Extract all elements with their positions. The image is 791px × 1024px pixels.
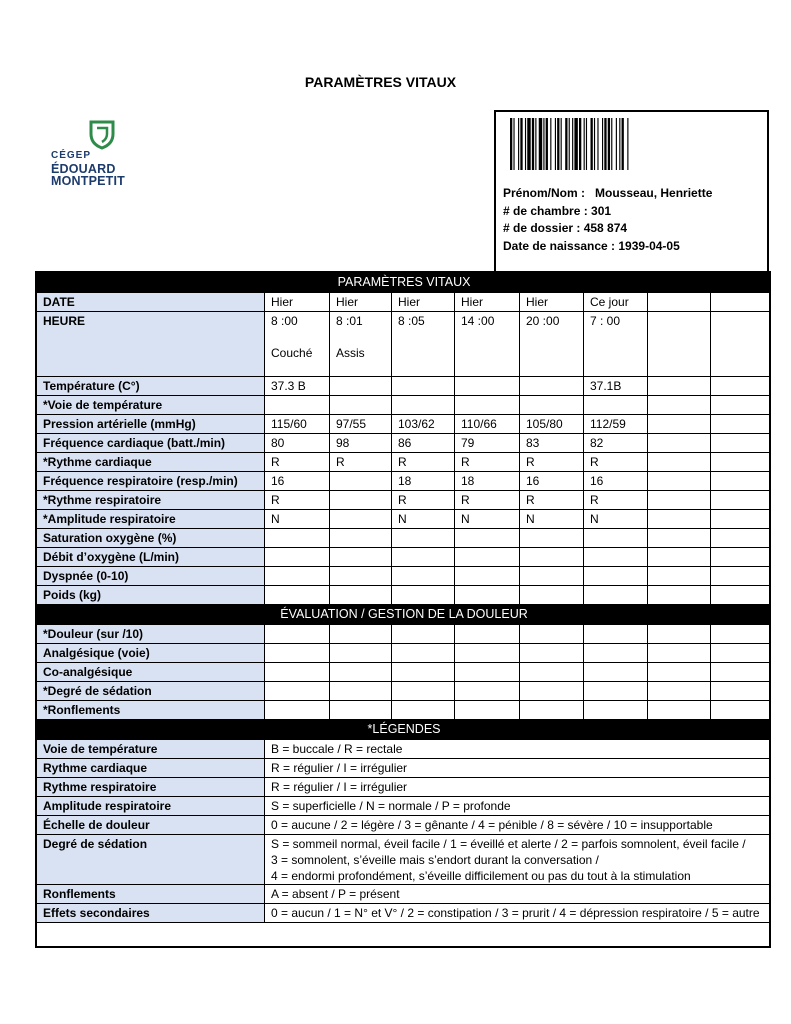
table-row [37,312,771,377]
pain-row-label: Co-analgésique [37,663,265,682]
table-cell: R [520,453,584,472]
table-cell: 16 [584,472,648,491]
table-cell: 16 [520,472,584,491]
table-cell [330,701,392,720]
table-cell: Hier [455,293,520,312]
table-cell [455,529,520,548]
logo-line-2: ÉDOUARD [51,162,116,176]
table-cell [455,663,520,682]
vitals-row-label: *Rythme respiratoire [37,491,265,510]
table-cell: Hier [520,293,584,312]
table-row [37,835,771,885]
table-cell [455,548,520,567]
table-row [37,434,771,453]
legend-label: Rythme cardiaque [37,759,265,778]
patient-name-label: Prénom/Nom : [503,186,586,200]
table-cell [711,453,771,472]
table-cell: R [392,453,455,472]
table-cell: 18 [455,472,520,491]
legend-text: 0 = aucune / 2 = légère / 3 = gênante / 4 = pénible / 8 = sévère / 10 = insupportable [265,816,771,835]
table-cell [711,491,771,510]
table-cell [330,682,392,701]
table-cell [265,567,330,586]
legend-text: 0 = aucun / 1 = N° et V° / 2 = constipation / 3 = prurit / 4 = dépression respiratoire / 5 = autre [265,904,771,923]
table-row [37,293,771,312]
table-cell [520,625,584,644]
table-cell [648,510,711,529]
table-cell: R [392,491,455,510]
table-cell [455,567,520,586]
table-cell [711,682,771,701]
table-cell [330,567,392,586]
table-cell [455,701,520,720]
table-row [37,701,771,720]
table-cell: Hier [265,293,330,312]
vitals-row-label: Poids (kg) [37,586,265,605]
table-cell [520,682,584,701]
table-cell [265,548,330,567]
shield-logo-icon [51,120,121,150]
table-cell [648,293,711,312]
table-cell [711,548,771,567]
table-row [37,529,771,548]
table-row [37,797,771,816]
table-row [37,885,771,904]
table-cell [520,567,584,586]
vitals-row-label: Température (C°) [37,377,265,396]
patient-name-value: Mousseau, Henriette [595,186,713,200]
vitals-row-label: Dyspnée (0-10) [37,567,265,586]
table-cell [392,625,455,644]
table-cell [520,529,584,548]
table-cell [392,396,455,415]
table-row [37,510,771,529]
table-cell [648,663,711,682]
table-row [37,778,771,797]
table-cell: N [392,510,455,529]
table-cell: 105/80 [520,415,584,434]
table-cell [648,644,711,663]
table-cell [711,415,771,434]
table-cell [711,644,771,663]
legend-text: R = régulier / I = irrégulier [265,759,771,778]
table-cell [711,293,771,312]
table-cell [711,434,771,453]
vitals-table [36,272,771,923]
table-cell: R [330,453,392,472]
time-value: 7 : 00 [590,314,621,328]
patient-info [503,185,712,255]
time-value: 14 :00 [461,314,495,328]
table-cell: 83 [520,434,584,453]
table-cell [265,701,330,720]
legend-label: Effets secondaires [37,904,265,923]
table-cell: Hier [392,293,455,312]
table-cell [711,625,771,644]
table-cell [455,312,520,377]
table-cell [392,567,455,586]
table-row [37,567,771,586]
legend-text: B = buccale / R = rectale [265,740,771,759]
table-cell [392,701,455,720]
table-cell [265,396,330,415]
table-cell [648,312,711,377]
table-row [37,491,771,510]
legend-text [265,835,771,885]
table-cell [392,663,455,682]
table-cell [265,625,330,644]
table-cell [520,663,584,682]
table-cell [392,312,455,377]
time-value: 8 :05 [398,314,425,328]
time-value: 8 :01 [336,314,363,328]
table-cell [330,396,392,415]
legend-label: Rythme respiratoire [37,778,265,797]
table-cell [648,548,711,567]
table-cell [711,312,771,377]
time-value: 20 :00 [526,314,560,328]
vitals-row-label: Pression artérielle (mmHg) [37,415,265,434]
table-cell [648,415,711,434]
legend-label: Amplitude respiratoire [37,797,265,816]
cegep-logo [51,120,125,187]
legend-text: S = superficielle / N = normale / P = profonde [265,797,771,816]
vitals-row-label: *Voie de température [37,396,265,415]
table-cell [711,396,771,415]
table-cell: N [265,510,330,529]
table-row [37,453,771,472]
table-cell [648,491,711,510]
table-cell: 86 [392,434,455,453]
pain-row-label: Analgésique (voie) [37,644,265,663]
logo-line-1: CÉGEP [51,150,92,161]
table-cell [648,586,711,605]
table-cell [584,586,648,605]
table-cell [330,312,392,377]
table-cell [648,682,711,701]
table-cell [265,529,330,548]
pain-row-label: *Douleur (sur /10) [37,625,265,644]
table-cell: N [584,510,648,529]
pain-header-title: ÉVALUATION / GESTION DE LA DOULEUR [37,605,771,625]
table-cell [392,644,455,663]
table-cell [648,434,711,453]
table-cell [455,625,520,644]
table-cell: R [584,491,648,510]
table-cell [330,663,392,682]
table-cell [520,644,584,663]
table-row [37,472,771,491]
vitals-row-label: Débit d’oxygène (L/min) [37,548,265,567]
table-cell: 115/60 [265,415,330,434]
table-cell: R [520,491,584,510]
legend-label: Ronflements [37,885,265,904]
table-cell [648,396,711,415]
table-cell [520,396,584,415]
table-cell: 98 [330,434,392,453]
legend-label: Degré de sédation [37,835,265,885]
patient-room: # de chambre : 301 [503,203,612,218]
table-row [37,740,771,759]
table-cell [330,644,392,663]
table-cell [455,396,520,415]
table-cell [455,586,520,605]
table-row [37,816,771,835]
page-title: PARAMÈTRES VITAUX [304,74,457,90]
position-value: Couché [271,346,313,360]
vitals-row-label: *Rythme cardiaque [37,453,265,472]
table-cell: R [584,453,648,472]
table-row [37,682,771,701]
table-row [37,904,771,923]
legend-header [37,720,771,740]
pain-row-label: *Ronflements [37,701,265,720]
table-cell [711,586,771,605]
table-cell: Hier [330,293,392,312]
table-cell [584,625,648,644]
barcode-icon [510,118,736,170]
table-cell: 16 [265,472,330,491]
legend-text: A = absent / P = présent [265,885,771,904]
patient-file: # de dossier : 458 874 [503,221,628,235]
table-cell [584,312,648,377]
table-cell [265,682,330,701]
patient-dob: Date de naissance : 1939-04-05 [503,238,680,253]
table-cell [584,663,648,682]
table-cell: 82 [584,434,648,453]
logo-line-3: MONTPETIT [51,174,126,188]
table-cell [455,377,520,396]
heure-row-label: HEURE [37,312,265,377]
table-cell [584,567,648,586]
table-row [37,644,771,663]
table-cell [265,586,330,605]
table-cell: N [520,510,584,529]
table-cell [711,472,771,491]
table-cell: 79 [455,434,520,453]
table-cell [265,644,330,663]
table-cell [392,529,455,548]
table-row [37,396,771,415]
table-cell [584,396,648,415]
table-row [37,415,771,434]
legend-line: S = sommeil normal, éveil facile / 1 = éveillé et alerte / 2 = parfois somnolent, éveil facile / [271,837,746,851]
table-cell [330,491,392,510]
table-cell [330,529,392,548]
table-cell [584,701,648,720]
table-row [37,663,771,682]
table-cell [520,548,584,567]
table-cell [711,567,771,586]
vitals-header [37,273,771,293]
table-cell [330,625,392,644]
vitals-row-label: *Amplitude respiratoire [37,510,265,529]
pain-row-label: *Degré de sédation [37,682,265,701]
table-cell [392,586,455,605]
table-cell: 112/59 [584,415,648,434]
table-cell: R [455,491,520,510]
table-cell: 37.3 B [265,377,330,396]
table-cell [520,586,584,605]
date-row-label: DATE [37,293,265,312]
table-row [37,586,771,605]
vitals-row-label: Saturation oxygène (%) [37,529,265,548]
table-cell [265,663,330,682]
table-cell [648,472,711,491]
table-cell [520,701,584,720]
table-cell [711,510,771,529]
legend-label: Échelle de douleur [37,816,265,835]
table-cell [392,377,455,396]
table-row [37,548,771,567]
table-cell: R [265,491,330,510]
time-value: 8 :00 [271,314,298,328]
table-cell: N [455,510,520,529]
table-cell [330,586,392,605]
patient-name-line [503,185,712,203]
pain-header [37,605,771,625]
table-row [37,625,771,644]
position-value: Assis [336,346,365,360]
table-cell [330,548,392,567]
table-cell [455,644,520,663]
table-cell [648,701,711,720]
patient-label-box [494,110,769,272]
table-cell [584,548,648,567]
table-cell [711,529,771,548]
table-cell [392,682,455,701]
table-cell [648,453,711,472]
table-cell: 97/55 [330,415,392,434]
vitals-header-title: PARAMÈTRES VITAUX [37,273,771,293]
table-cell [648,377,711,396]
table-cell: 80 [265,434,330,453]
table-cell [455,682,520,701]
table-cell [584,644,648,663]
legend-header-title: *LÉGENDES [37,720,771,740]
table-cell [330,510,392,529]
table-cell [711,377,771,396]
table-cell [648,625,711,644]
table-cell: 18 [392,472,455,491]
vitals-row-label: Fréquence cardiaque (batt./min) [37,434,265,453]
table-cell [330,472,392,491]
legend-line: 3 = somnolent, s’éveille mais s’endort durant la conversation / [271,853,599,867]
table-cell [648,567,711,586]
legend-label: Voie de température [37,740,265,759]
table-cell [392,548,455,567]
legend-line: 4 = endormi profondément, s’éveille difficilement ou pas du tout à la stimulation [271,869,691,883]
table-cell [711,701,771,720]
table-cell: 103/62 [392,415,455,434]
vitals-row-label: Fréquence respiratoire (resp./min) [37,472,265,491]
table-cell [265,312,330,377]
table-cell [330,377,392,396]
table-cell [520,377,584,396]
table-cell [584,529,648,548]
table-row [37,759,771,778]
table-cell [584,682,648,701]
table-cell [711,663,771,682]
table-cell [520,312,584,377]
table-cell: 110/66 [455,415,520,434]
table-row [37,377,771,396]
legend-text: R = régulier / I = irrégulier [265,778,771,797]
table-cell: 37.1B [584,377,648,396]
table-cell: R [455,453,520,472]
table-cell: R [265,453,330,472]
table-cell: Ce jour [584,293,648,312]
table-cell [648,529,711,548]
